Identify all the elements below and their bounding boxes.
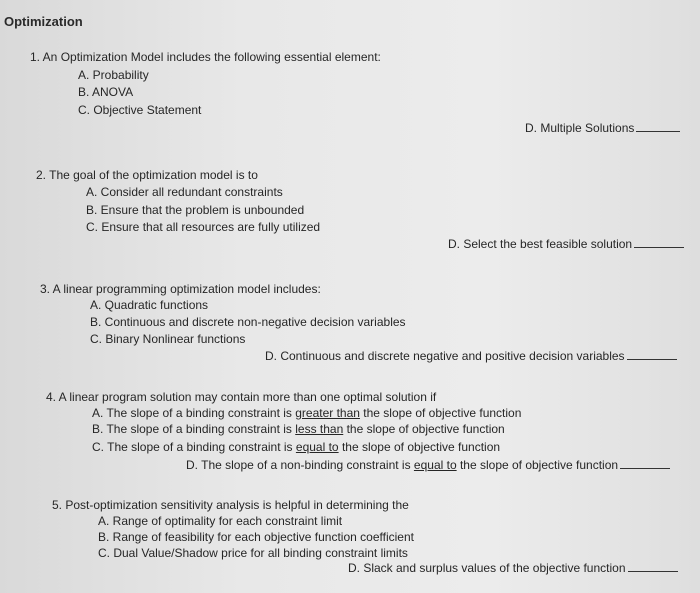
question-2-option-d — [448, 237, 684, 251]
question-1-option-a: A. Probability — [78, 68, 149, 82]
question-3-stem: 3. A linear programming optimization model includes: — [40, 282, 321, 296]
question-4-option-b — [92, 422, 505, 436]
question-5-option-d-text: D. Slack and surplus values of the objective function — [348, 561, 626, 575]
option-a-text-start: A. The slope of a binding constraint is — [92, 406, 296, 420]
question-1-stem: 1. An Optimization Model includes the following essential element: — [30, 50, 381, 64]
question-3-option-d — [265, 349, 677, 363]
option-a-underlined: greater than — [295, 406, 360, 420]
question-4-stem: 4. A linear program solution may contain more than one optimal solution if — [46, 390, 437, 404]
question-1-option-d-text: D. Multiple Solutions — [525, 121, 635, 135]
option-d-underlined: equal to — [413, 458, 457, 472]
question-4-option-d — [186, 458, 670, 472]
answer-blank — [636, 121, 680, 132]
answer-blank — [620, 458, 670, 469]
question-2-option-b: B. Ensure that the problem is unbounded — [86, 203, 305, 217]
question-3-option-b: B. Continuous and discrete non-negative decision variables — [90, 315, 406, 329]
question-5-option-a: A. Range of optimality for each constraint limit — [98, 514, 343, 528]
option-d-text-end: the slope of objective function — [456, 458, 619, 472]
question-5-option-c: C. Dual Value/Shadow price for all binding constraint limits — [98, 546, 408, 560]
option-b-text-start: B. The slope of a binding constraint is — [92, 422, 296, 436]
question-5-option-b: B. Range of feasibility for each objective function coefficient — [98, 530, 414, 544]
answer-blank — [627, 349, 677, 360]
question-5-stem: 5. Post-optimization sensitivity analysis is helpful in determining the — [52, 498, 409, 512]
question-1-option-d — [525, 121, 680, 135]
option-b-text-end: the slope of objective function — [343, 422, 505, 436]
question-2-stem: 2. The goal of the optimization model is to — [36, 168, 258, 182]
question-3-option-c: C. Binary Nonlinear functions — [90, 332, 246, 346]
question-3-option-d-text: D. Continuous and discrete negative and positive decision variables — [265, 349, 625, 363]
answer-blank — [628, 561, 678, 572]
option-c-text-end: the slope of objective function — [338, 440, 501, 454]
question-2-option-a: A. Consider all redundant constraints — [86, 185, 283, 199]
option-b-underlined: less than — [295, 422, 344, 436]
option-c-text-start: C. The slope of a binding constraint is — [92, 440, 296, 454]
question-2-option-c: C. Ensure that all resources are fully utilized — [86, 220, 321, 234]
page-title: Optimization — [4, 14, 83, 29]
question-4-option-a — [92, 406, 521, 420]
option-a-text-end: the slope of objective function — [359, 406, 522, 420]
question-2-option-d-text: D. Select the best feasible solution — [448, 237, 633, 251]
question-5-option-d — [348, 561, 678, 575]
option-d-text-start: D. The slope of a non-binding constraint is — [186, 458, 414, 472]
answer-blank — [634, 237, 684, 248]
question-1-option-b: B. ANOVA — [78, 85, 134, 99]
question-3-option-a: A. Quadratic functions — [90, 298, 209, 312]
question-1-option-c: C. Objective Statement — [78, 103, 202, 117]
option-c-underlined: equal to — [295, 440, 339, 454]
question-4-option-c — [92, 440, 500, 454]
